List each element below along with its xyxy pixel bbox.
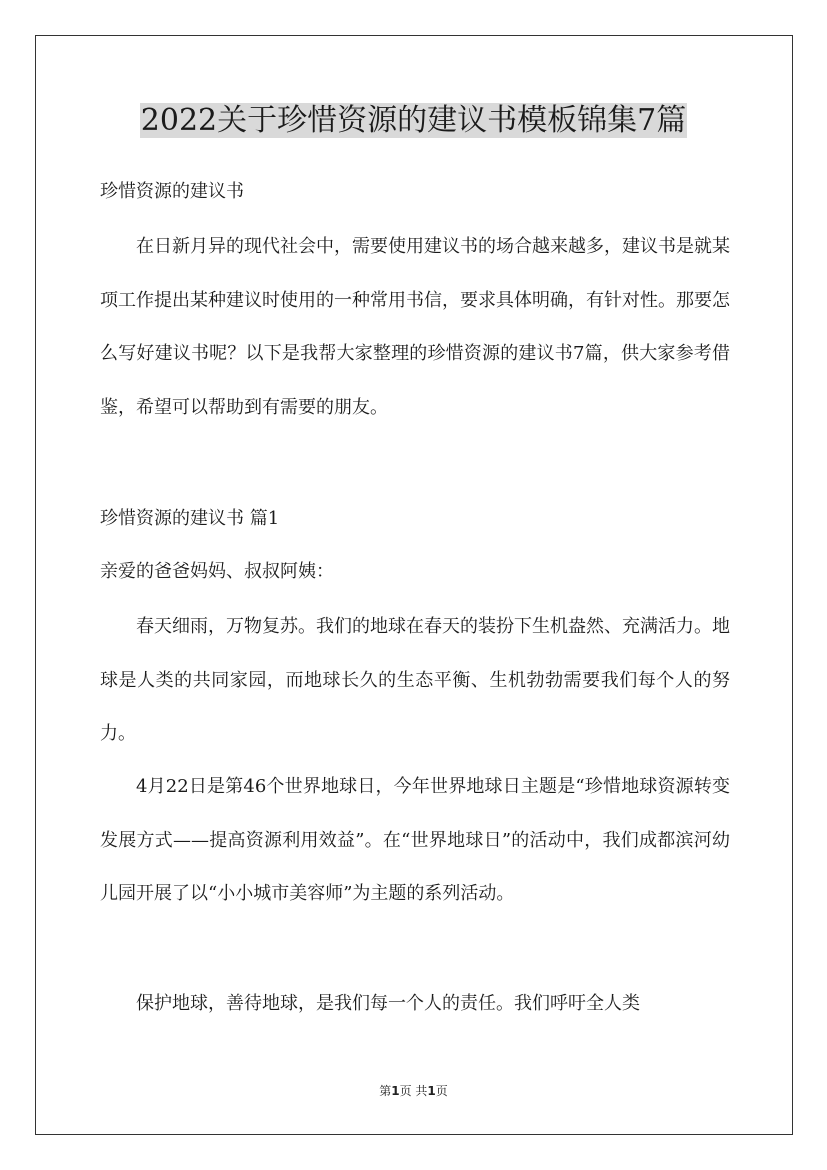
page-footer: [0, 1082, 827, 1099]
footer-total-pages: 1: [427, 1084, 436, 1098]
document-title-text: 2022关于珍惜资源的建议书模板锦集7篇: [140, 103, 687, 138]
footer-suffix: 页: [435, 1084, 448, 1098]
intro-paragraph: [100, 220, 730, 434]
footer-current-page: 1: [391, 1084, 400, 1098]
body-paragraph-1: [100, 600, 730, 761]
body-paragraph-text: 保护地球，善待地球，是我们每一个人的责任。我们呼吁全人类: [136, 993, 640, 1014]
body-paragraph-2: [100, 760, 730, 921]
footer-prefix: 第: [379, 1084, 392, 1098]
salutation: 亲爱的爸爸妈妈、叔叔阿姨：: [100, 561, 334, 582]
intro-paragraph-text: 在日新月异的现代社会中，需要使用建议书的场合越来越多，建议书是就某项工作提出某种建议时使用的一种常用书信，要求具体明确，有针对性。那要怎么写好建议书呢？以下是我帮大家整理的珍惜资源的建议书7篇，供大家参考借鉴，希望可以帮助到有需要的朋友。: [100, 236, 730, 418]
body-paragraph-text: 春天细雨，万物复苏。我们的地球在春天的装扮下生机盎然、充满活力。地球是人类的共同家园，而地球长久的生态平衡、生机勃勃需要我们每个人的努力。: [100, 616, 730, 744]
body-paragraph-text: 4月22日是第46个世界地球日，今年世界地球日主题是“珍惜地球资源转变发展方式——提高资源利用效益”。在“世界地球日”的活动中，我们成都滨河幼儿园开展了以“小小城市美容师”为主题的系列活动。: [100, 776, 730, 904]
footer-mid: 页 共: [399, 1084, 428, 1098]
document-title: [0, 100, 827, 142]
body-paragraph-3: [100, 977, 730, 1031]
section-heading: 珍惜资源的建议书 篇1: [100, 508, 280, 529]
intro-heading: 珍惜资源的建议书: [100, 181, 244, 202]
